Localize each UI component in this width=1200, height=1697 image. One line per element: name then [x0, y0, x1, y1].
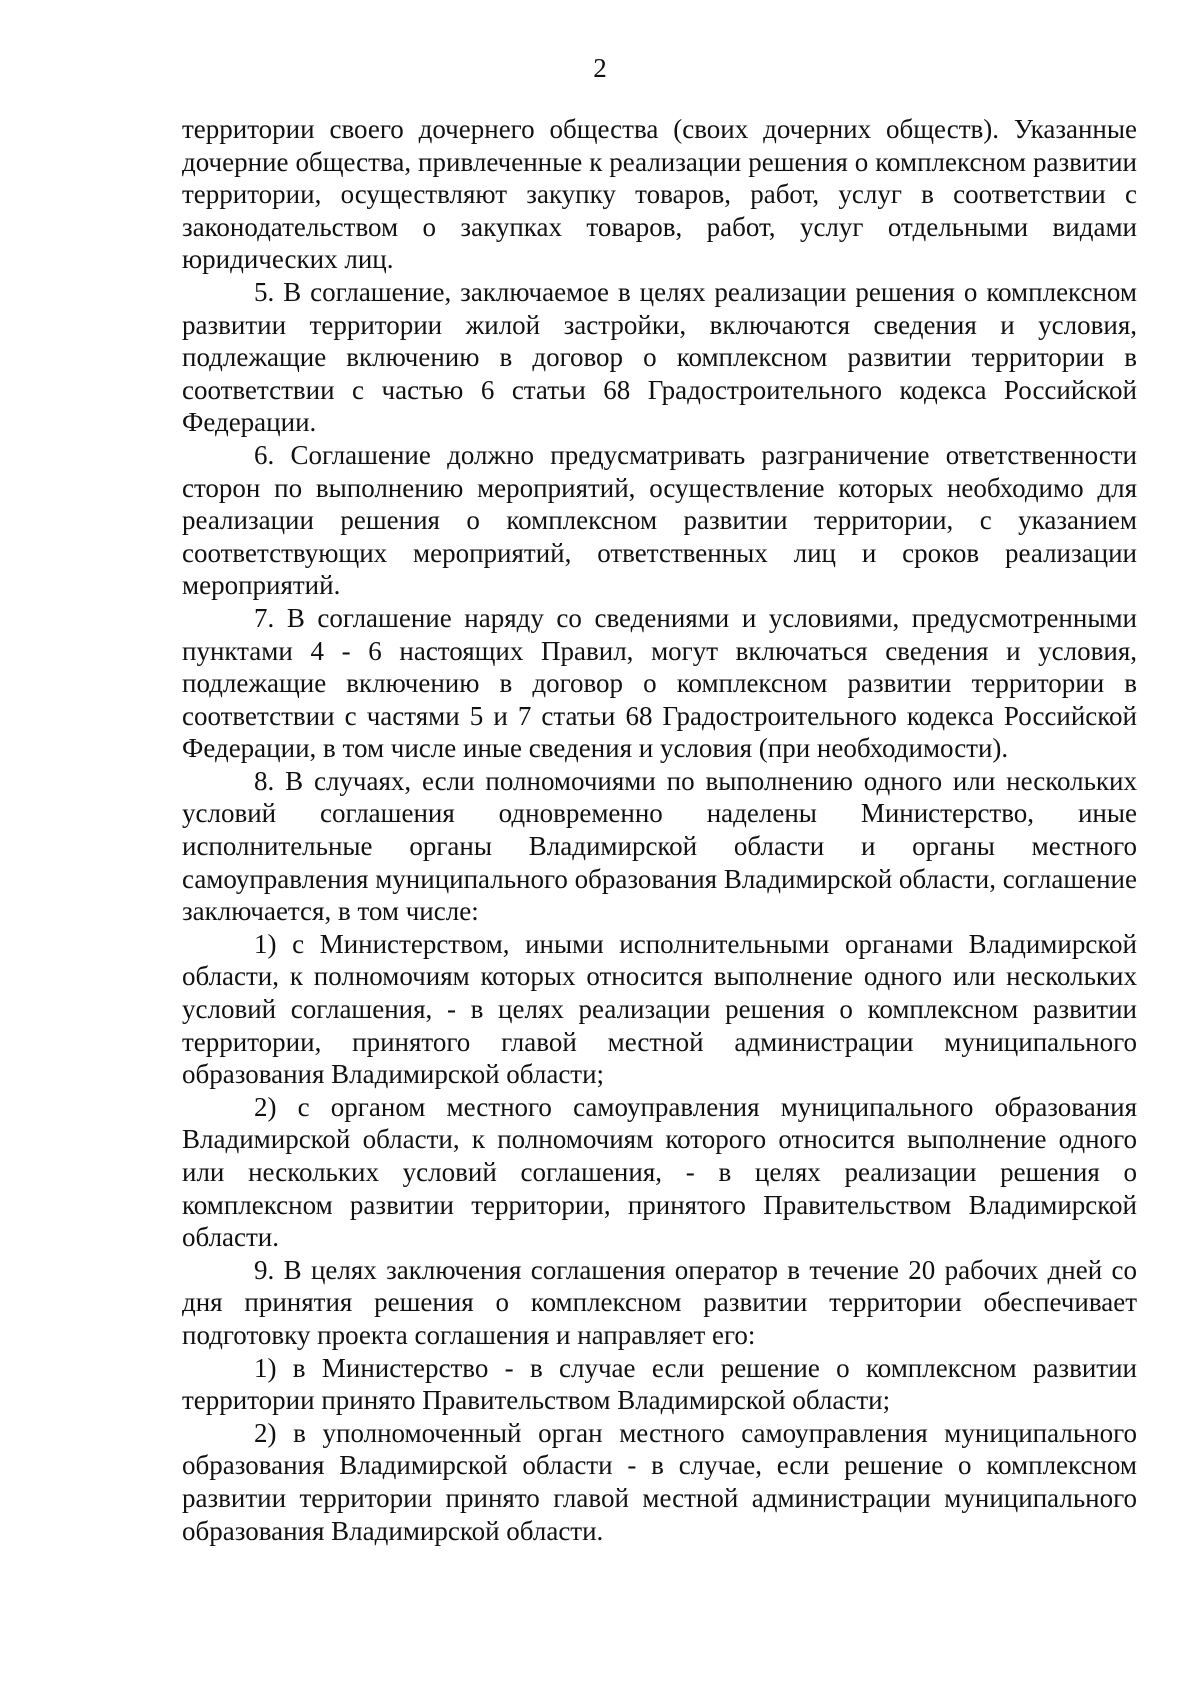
paragraph-item-8-sub-2: 2) с органом местного самоуправления муниципального образования Владимирской области, к полномочиям которого относится выполнение одного или нескольких условий соглашения, - в целях реализации решения о комплексном развитии территории, принятого Правительством Владимирской области. [182, 1091, 1137, 1253]
page-number: 2 [593, 53, 607, 83]
paragraph-item-9-sub-1: 1) в Министерство - в случае если решение о комплексном развитии территории принято Правительством Владимирской области; [182, 1352, 1137, 1416]
paragraph-item-9: 9. В целях заключения соглашения оператор в течение 20 рабочих дней со дня принятия решения о комплексном развитии территории обеспечивает подготовку проекта соглашения и направляет его: [182, 1254, 1137, 1350]
paragraph-item-8: 8. В случаях, если полномочиями по выполнению одного или нескольких условий соглашения одновременно наделены Министерство, иные исполнительные органы Владимирской области и органы местного самоуправления муниципального образования Владимирской области, соглашение заключается, в том числе: [182, 765, 1137, 927]
paragraph-continuation: территории своего дочернего общества (своих дочерних обществ). Указанные дочерние общества, привлеченные к реализации решения о комплексном развитии территории, осуществляют закупку товаров, работ, услуг в соответствии с законодательством о закупках товаров, работ, услуг отдельными видами юридических лиц. [182, 114, 1137, 275]
paragraph-item-6: 6. Соглашение должно предусматривать разграничение ответственности сторон по выполнению мероприятий, осуществление которых необходимо для реализации решения о комплексном развитии территории, с указанием соответствующих мероприятий, ответственных лиц и сроков реализации мероприятий. [182, 439, 1137, 601]
paragraph-item-7: 7. В соглашение наряду со сведениями и условиями, предусмотренными пунктами 4 - 6 настоящих Правил, могут включаться сведения и условия, подлежащие включению в договор о комплексном развитии территории в соответствии с частями 5 и 7 статьи 68 Градостроительного кодекса Российской Федерации, в том числе иные сведения и условия (при необходимости). [182, 602, 1137, 764]
paragraph-item-5: 5. В соглашение, заключаемое в целях реализации решения о комплексном развитии территории жилой застройки, включаются сведения и условия, подлежащие включению в договор о комплексном развитии территории в соответствии с частью 6 статьи 68 Градостроительного кодекса Российской Федерации. [182, 276, 1137, 438]
paragraph-item-9-sub-2: 2) в уполномоченный орган местного самоуправления муниципального образования Владимирской области - в случае, если решение о комплексном развитии территории принято главой местной администрации муниципального образования Владимирской области. [182, 1417, 1137, 1546]
document-body [182, 113, 1137, 1547]
paragraph-item-8-sub-1: 1) с Министерством, иными исполнительными органами Владимирской области, к полномочиям которых относится выполнение одного или нескольких условий соглашения, - в целях реализации решения о комплексном развитии территории, принятого главой местной администрации муниципального образования Владимирской области; [182, 928, 1137, 1090]
